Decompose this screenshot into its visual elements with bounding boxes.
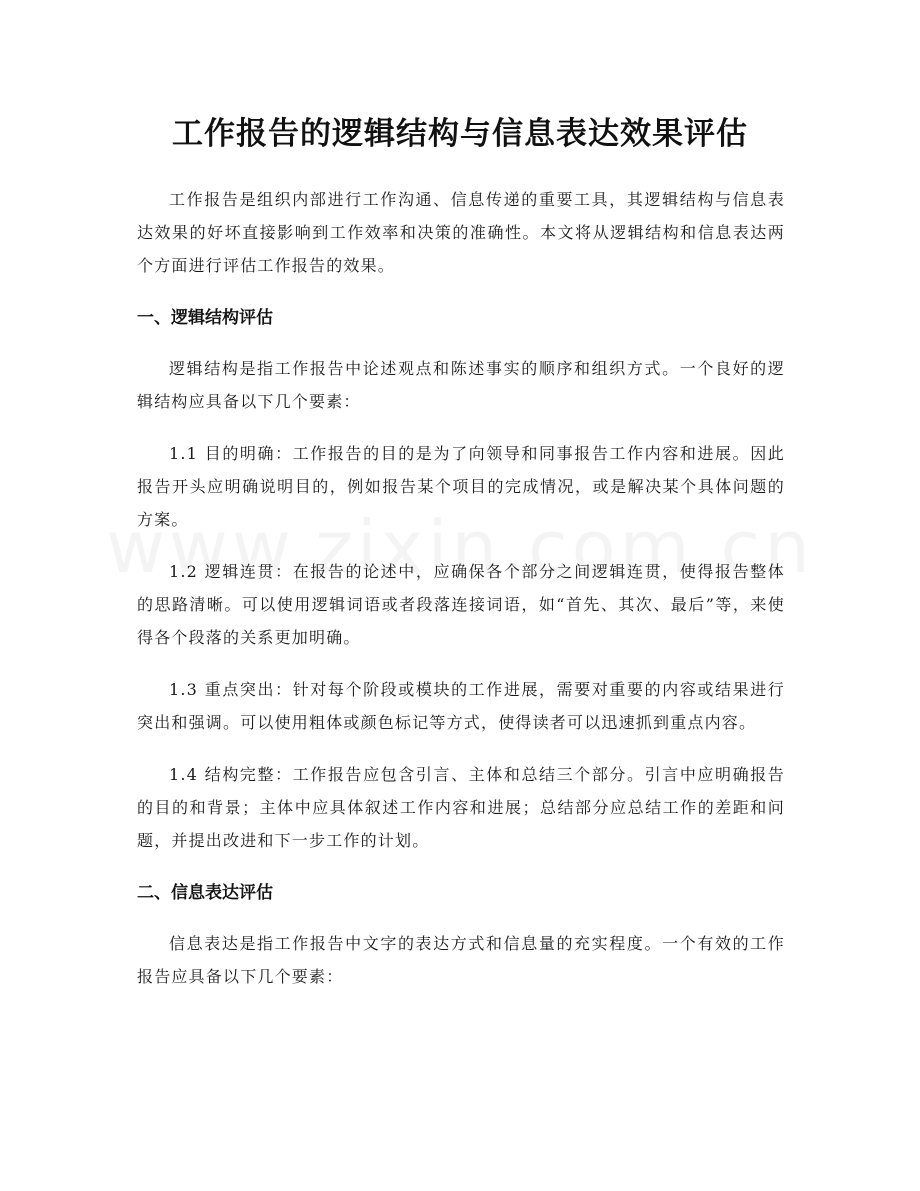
section-2-heading: 二、信息表达评估 [137, 883, 273, 903]
section-1-item-3: 1.3 重点突出：针对每个阶段或模块的工作进展，需要对重要的内容或结果进行突出和强调。可以使用粗体或颜色标记等方式，使得读者可以迅速抓到重点内容。 [137, 680, 785, 732]
section-1-intro: 逻辑结构是指工作报告中论述观点和陈述事实的顺序和组织方式。一个良好的逻辑结构应具备以下几个要素： [137, 359, 785, 411]
section-1-item-2: 1.2 逻辑连贯：在报告的论述中，应确保各个部分之间逻辑连贯，使得报告整体的思路清晰。可以使用逻辑词语或者段落连接词语，如“首先、其次、最后”等，来使得各个段落的关系更加明确。 [137, 562, 785, 647]
intro-paragraph: 工作报告是组织内部进行工作沟通、信息传递的重要工具，其逻辑结构与信息表达效果的好坏直接影响到工作效率和决策的准确性。本文将从逻辑结构和信息表达两个方面进行评估工作报告的效果。 [137, 190, 785, 275]
section-1-heading: 一、逻辑结构评估 [137, 308, 273, 328]
section-2-intro: 信息表达是指工作报告中文字的表达方式和信息量的充实程度。一个有效的工作报告应具备以下几个要素： [137, 934, 785, 986]
section-1-item-1: 1.1 目的明确：工作报告的目的是为了向领导和同事报告工作内容和进展。因此报告开头应明确说明目的，例如报告某个项目的完成情况，或是解决某个具体问题的方案。 [137, 444, 785, 529]
document-title: 工作报告的逻辑结构与信息表达效果评估 [172, 116, 748, 152]
section-1-item-4: 1.4 结构完整：工作报告应包含引言、主体和总结三个部分。引言中应明确报告的目的和背景；主体中应具体叙述工作内容和进展；总结部分应总结工作的差距和问题，并提出改进和下一步工作的计划。 [137, 765, 785, 850]
document-body [137, 183, 785, 1012]
